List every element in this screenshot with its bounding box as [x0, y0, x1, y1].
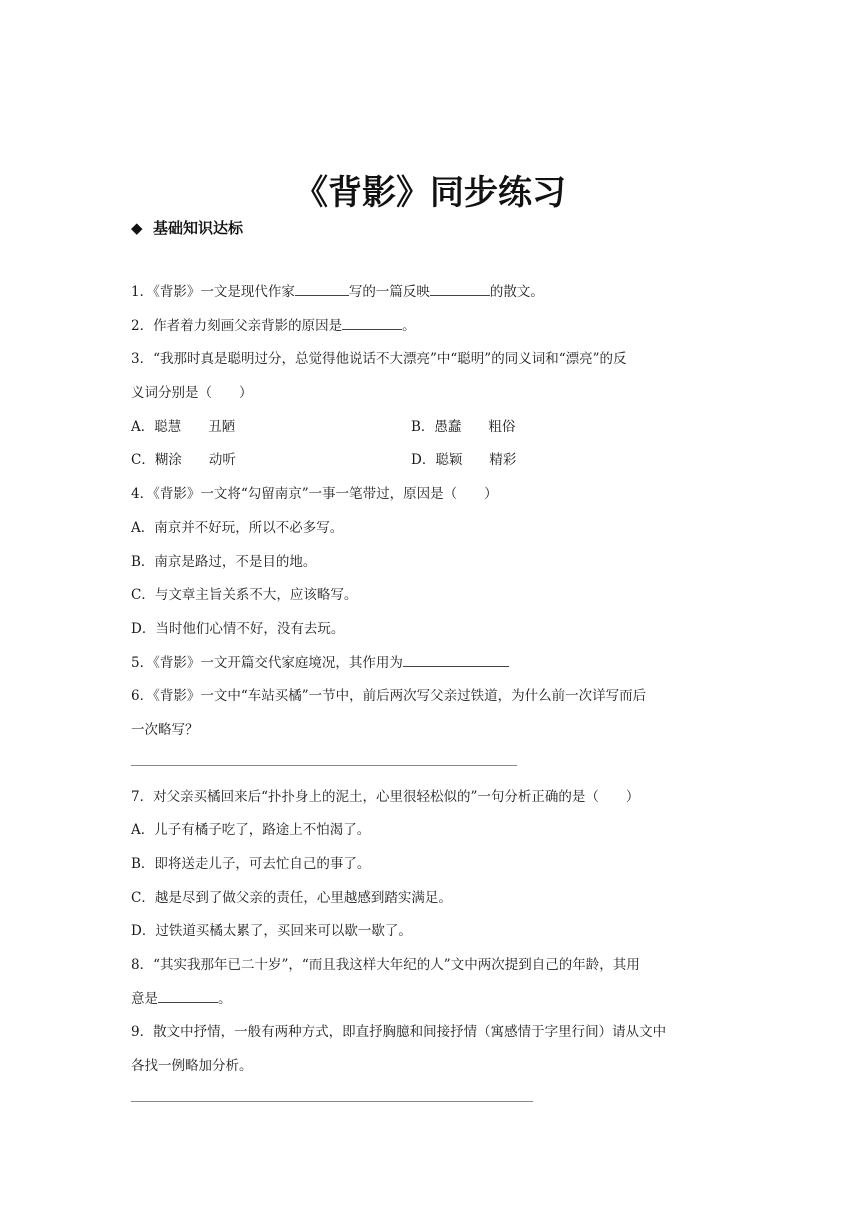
question-9-line-2: 各找一例略加分析。 [131, 1058, 253, 1075]
q8-text-a: 意是 [131, 990, 158, 1007]
q3-option-a[interactable]: A．聪慧 丑陋 [131, 418, 236, 435]
diamond-bullet-icon: ◆ [131, 219, 143, 237]
q7-option-c[interactable]: C．越是尽到了做父亲的责任，心里越感到踏实满足。 [131, 889, 452, 906]
question-6-line-1: 6．《背影》一文中“车站买橘”一节中，前后两次写父亲过铁道，为什么前一次详写而后 [131, 688, 647, 705]
q7-option-a[interactable]: A．儿子有橘子吃了，路途上不怕渴了。 [131, 822, 371, 839]
q1-blank-author[interactable] [295, 280, 349, 296]
question-3-line-1: 3．“我那时真是聪明过分，总觉得他说话不大漂亮”中“聪明”的同义词和“漂亮”的反 [131, 351, 627, 368]
question-list [131, 279, 731, 1120]
q1-text-b: 写的一篇反映 [348, 284, 430, 300]
question-3-options-row-1 [131, 414, 731, 448]
q3-option-d[interactable]: D．聪颖 精彩 [411, 452, 517, 469]
question-6-line-2: 一次略写？ [131, 721, 199, 738]
section-label: 基础知识达标 [153, 219, 244, 237]
q4-option-c[interactable]: C．与文章主旨关系不大，应该略写。 [131, 587, 358, 604]
q7-option-d[interactable]: D．过铁道买橘太累了，买回来可以歇一歇了。 [131, 923, 412, 940]
question-9-line-1: 9．散文中抒情，一般有两种方式，即直抒胸臆和间接抒情（寓感情于字里行间）请从文中 [131, 1024, 667, 1041]
q7-option-b[interactable]: B．即将送走儿子，可去忙自己的事了。 [131, 856, 371, 872]
question-7-stem: 7．对父亲买橘回来后“扑扑身上的泥土，心里很轻松似的”一句分析正确的是（ ） [131, 788, 640, 805]
question-3-options-row-2 [131, 447, 731, 481]
q4-option-a[interactable]: A．南京并不好玩，所以不必多写。 [131, 519, 344, 536]
question-1 [131, 279, 731, 313]
q8-blank[interactable] [158, 987, 218, 1003]
question-8-line-2 [131, 986, 731, 1020]
q2-text-a: 2．作者着力刻画父亲背影的原因是 [131, 317, 343, 334]
question-8-line-1: 8．“其实我那年已二十岁”，“而且我这样大年纪的人”文中两次提到自己的年龄，其用 [131, 957, 640, 974]
q3-option-b[interactable]: B．愚蠢 粗俗 [411, 418, 516, 435]
q4-option-b[interactable]: B．南京是路过，不是目的地。 [131, 553, 317, 570]
question-2 [131, 313, 731, 347]
q4-option-d[interactable]: D．当时他们心情不好，没有去玩。 [131, 620, 345, 637]
q6-answer-line[interactable] [131, 765, 517, 766]
q2-blank[interactable] [342, 314, 402, 330]
page-title: 《背影》同步练习 [294, 173, 566, 213]
q5-blank[interactable] [403, 651, 509, 667]
q2-text-b: 。 [402, 317, 416, 334]
q5-text: 5．《背影》一文开篇交代家庭境况，其作用为 [131, 654, 403, 671]
q1-text-c: 的散文。 [489, 284, 544, 300]
q1-text-a: 1．《背影》一文是现代作家 [131, 284, 295, 300]
q3-option-c[interactable]: C．糊涂 动听 [131, 452, 236, 469]
question-3-line-2: 义词分别是（ ） [131, 385, 253, 402]
section-heading [131, 216, 243, 240]
q8-text-b: 。 [218, 990, 232, 1007]
question-5 [131, 650, 731, 684]
question-4-stem: 4．《背影》一文将“勾留南京”一事一笔带过，原因是（ ） [131, 486, 498, 503]
q1-blank-theme[interactable] [430, 280, 490, 296]
q9-answer-line[interactable] [131, 1101, 533, 1102]
